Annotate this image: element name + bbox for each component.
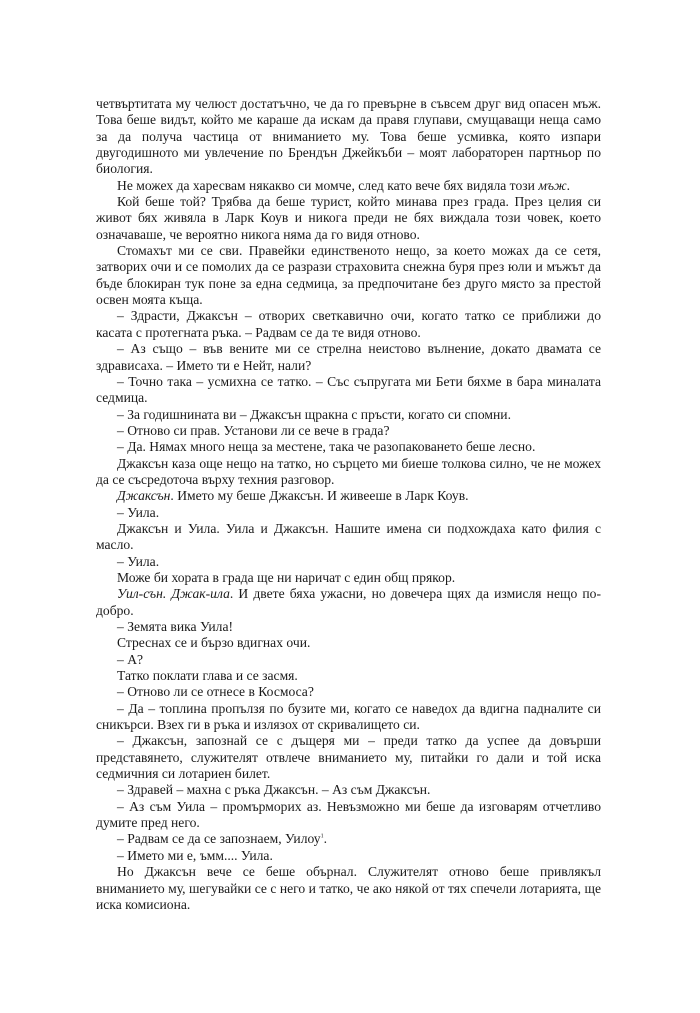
italic-text: Джаксън [117,488,171,504]
paragraph: – Аз също – във вените ми се стрелна неистово вълнение, докато двамата се здрависаха. – Името ти е Нейт, нали? [96,341,601,373]
paragraph: – Отново ли се отнесе в Космоса? [117,684,314,700]
text-run: . И двете бяха ужасни, но довечера щях да измисля нещо по-добро. [96,586,601,618]
paragraph: – Уила. [117,553,160,569]
paragraph: Стреснах се и бързо вдигнах очи. [117,635,311,651]
paragraph: – А? [117,651,144,667]
text-run: . Името му беше Джаксън. И живееше в Ларк Коув. [170,488,469,504]
text-run: Не можех да харесвам някакво си момче, след като вече бях видяла този [117,177,539,193]
paragraph: – Отново си прав. Установи ли се вече в града? [117,422,390,438]
text-run: – Радвам се да се запознаем, Уилоу [117,831,321,847]
paragraph [96,586,601,619]
paragraph: четвъртитата му челюст достатъчно, че да го превърне в съвсем друг вид опасен мъж. Това беше видът, който ме караше да искам да правя глупави, смущаващи неща само за да получа частица от вниманието му. Това беше усмивка, която изпари двугодишното ми увлечение по Брендън Джейкъби – моят лабораторен партньор по биология. [96,96,601,177]
paragraph: Може би хората в града ще ни наричат с един общ прякор. [117,569,456,585]
paragraph: – Името ми е, ъмм.... Уила. [117,847,273,863]
paragraph: – Уила. [117,504,160,520]
paragraph [96,831,601,847]
paragraph: Джаксън и Уила. Уила и Джаксън. Нашите имена си подхождаха като филия с масло. [96,520,601,553]
paragraph [96,178,601,194]
paragraph: Татко поклати глава и се засмя. [117,668,298,684]
text-run: . [566,177,571,193]
paragraph: – Да. Нямах много неща за местене, така че разопаковането беше лесно. [117,439,536,455]
paragraph: – Аз съм Уила – промърморих аз. Невъзможно ми беше да изговарям отчетливо думите пред него. [96,798,601,831]
paragraph: – Джаксън, запознай се с дъщеря ми – преди татко да успее да довърши представянето, служителят отвлече вниманието му, питайки го дали и той иска седмичния си лотариен билет. [96,733,601,782]
paragraph: – Здравей – махна с ръка Джаксън. – Аз съм Джаксън. [117,782,431,798]
paragraph: – Здрасти, Джаксън – отворих светкавично очи, когато татко се приближи до касата с протегната ръка. – Радвам се да те видя отново. [96,308,601,340]
paragraph [96,488,601,504]
paragraph: – Земята вика Уила! [117,619,234,634]
paragraph: – Да – топлина пропълзя по бузите ми, когато се наведох да вдигна падналите си сникърси. Взех ги в ръка и излязох от скривалището си. [96,700,601,733]
paragraph: Стомахът ми се сви. Правейки единственото нещо, за което можах да се сетя, затворих очи и се помолих да се разрази страховита снежна буря през юли и мъжът да бъде блокиран тук поне за една седмица, за предпочитане без друго място за престой освен моята къща. [96,243,601,308]
italic-text: мъж [538,177,567,193]
document-page [96,96,601,913]
paragraph: Джаксън каза още нещо на татко, но сърцето ми биеше толкова силно, че не можех да се съсредоточа върху техния разговор. [96,455,601,487]
footnote-marker: 1 [320,833,324,840]
paragraph: Но Джаксън вече се беше обърнал. Служителят отново беше привлякъл вниманието му, шегувайки се с него и татко, че ако някой от тях спечели лотарията, ще иска комисиона. [96,864,601,912]
paragraph: – За годишнината ви – Джаксън щракна с пръсти, когато си спомни. [117,406,511,422]
text-run: . [323,831,327,847]
italic-text: Уил-сън. Джак-ила [117,586,230,602]
paragraph: Кой беше той? Трябва да беше турист, който минава през града. През целия си живот бях живяла в Ларк Коув и никога преди не бях виждала този човек, което означаваше, че вероятно никога няма да го видя отново. [96,194,601,242]
paragraph: – Точно така – усмихна се татко. – Със съпругата ми Бети бяхме в бара миналата седмица. [96,373,601,406]
